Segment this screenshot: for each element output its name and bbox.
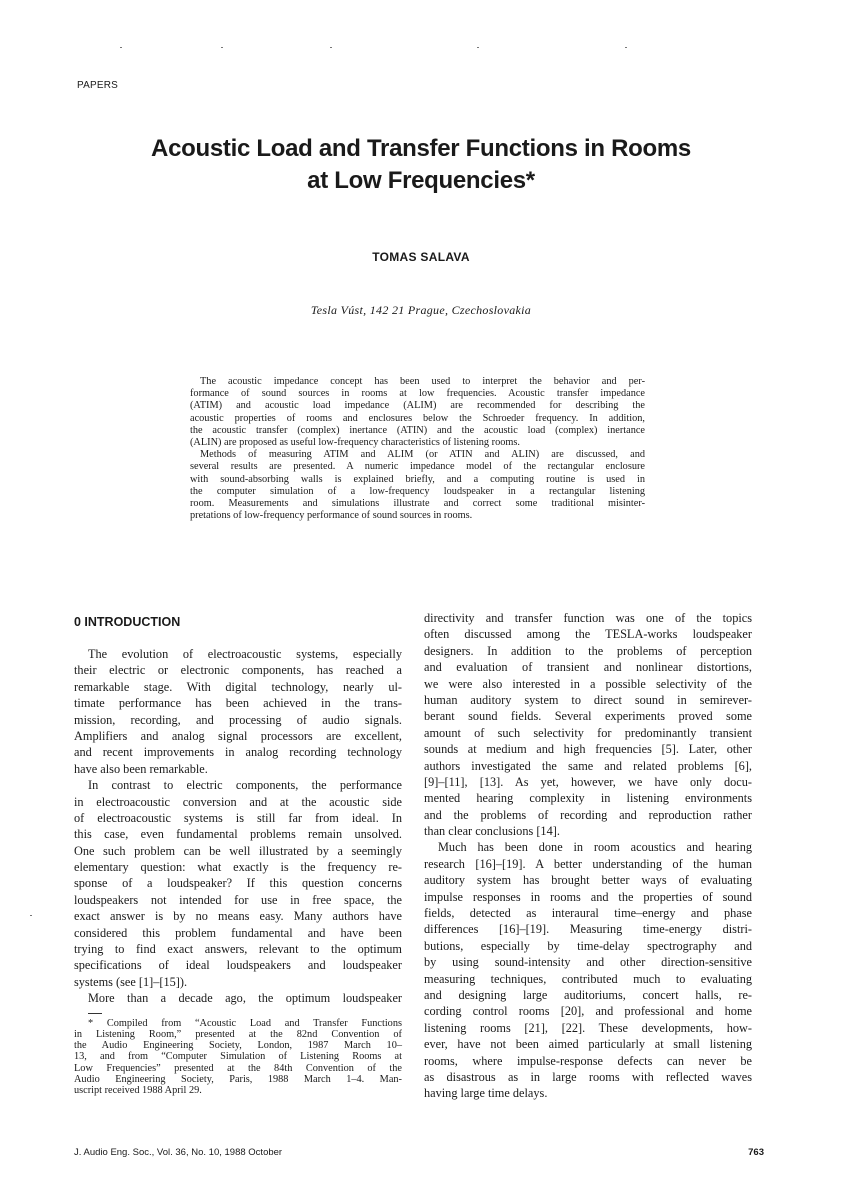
footnote-line: the Audio Engineering Society, London, 1987 March 10– xyxy=(74,1040,402,1052)
page-number: 763 xyxy=(748,1147,764,1158)
body-line: having large time delays. xyxy=(424,1086,548,1101)
scan-speck xyxy=(330,47,332,48)
footnote-rule xyxy=(88,1013,102,1014)
body-line: and recent improvements in analog recording technology xyxy=(74,745,402,760)
abstract xyxy=(190,376,645,522)
scan-speck xyxy=(625,47,627,48)
left-column xyxy=(74,612,402,1097)
body-line: this case, even fundamental problems remain unsolved. xyxy=(74,827,402,842)
body-line: designers. In addition to the problems of perception xyxy=(424,643,752,658)
title-line: at Low Frequencies* xyxy=(307,167,535,194)
body-line: mented hearing complexity in listening environments xyxy=(424,791,752,806)
scan-speck xyxy=(120,47,122,48)
body-line: listening rooms [21], [22]. These developments, how- xyxy=(424,1020,752,1035)
body-line: their electric or electronic components, has reached a xyxy=(74,663,402,678)
scan-speck xyxy=(30,915,32,916)
body-line: we were also interested in a possible selectivity of the xyxy=(424,676,752,691)
body-line: The evolution of electroacoustic systems, especially xyxy=(88,647,402,661)
body-line: of electroacoustic systems is still far from ideal. In xyxy=(74,810,402,825)
footnote-line: * Compiled from “Acoustic Load and Transfer Functions xyxy=(88,1017,402,1029)
body-line: loudspeakers not intended for use in free space, the xyxy=(74,892,402,907)
body-line: and evaluation of transient and nonlinear distortions, xyxy=(424,660,752,675)
body-line: In contrast to electric components, the performance xyxy=(88,778,402,793)
body-line: have also been remarkable. xyxy=(74,761,208,776)
abstract-line: several results are presented. A numeric impedance model of the rectangular enclosure xyxy=(190,461,645,473)
body-line: More than a decade ago, the optimum loudspeaker xyxy=(88,991,402,1006)
body-line: amount of such selectivity for predominantly transient xyxy=(424,725,752,740)
abstract-line: the acoustic transfer (complex) inertance (ATIN) and the acoustic load (complex) inertance xyxy=(190,424,645,436)
abstract-line: The acoustic impedance concept has been used to interpret the behavior and per- xyxy=(200,376,645,387)
abstract-line: formance of sound sources in rooms at low frequencies. Acoustic transfer impedance xyxy=(190,388,645,400)
body-line: butions, especially by time-delay spectrography and xyxy=(424,938,752,953)
author-affiliation: Tesla Vúst, 142 21 Prague, Czechoslovakia xyxy=(310,303,532,317)
abstract-line: with sound-absorbing walls is explained briefly, and a computing routine is used in xyxy=(190,473,645,485)
body-line: [9]–[11], [13]. As yet, however, we have only docu- xyxy=(424,774,752,789)
scan-speck xyxy=(477,47,479,48)
body-line: and the problems of recording and reproduction rather xyxy=(424,807,752,822)
footnote-line: Low Frequencies” presented at the 84th Convention of the xyxy=(74,1062,402,1074)
body-line: in electroacoustic conversion and at the acoustic side xyxy=(74,794,402,809)
abstract-line: the computer simulation of a low-frequency loudspeaker in a rectangular listening xyxy=(190,485,645,497)
scan-speck xyxy=(221,47,223,48)
body-line: than clear conclusions [14]. xyxy=(424,824,560,839)
author-name: TOMAS SALAVA xyxy=(372,250,470,264)
footnote-line: uscript received 1988 April 29. xyxy=(74,1085,202,1097)
body-line: considered this problem fundamental and have been xyxy=(74,925,402,940)
body-line: elementary question: what exactly is the frequency re- xyxy=(74,860,402,875)
body-line: trying to find exact answers, relevant to the optimum xyxy=(74,942,402,957)
body-line: by using sound-intensity and other direction-sensitive xyxy=(424,955,752,970)
abstract-line: room. Measurements and simulations illustrate and correct some traditional misinter- xyxy=(190,497,645,509)
body-line: directivity and transfer function was one of the topics xyxy=(424,611,752,625)
abstract-line: (ATIM) and acoustic load impedance (ALIM) are recommended for describing the xyxy=(190,400,645,412)
journal-citation: J. Audio Eng. Soc., Vol. 36, No. 10, 1988 October xyxy=(74,1147,283,1158)
right-column xyxy=(424,610,752,1102)
body-line: and designing large auditoriums, concert halls, re- xyxy=(424,987,752,1002)
abstract-line: (ALIN) are proposed as useful low-frequency characteristics of listening rooms. xyxy=(190,436,520,448)
body-line: Amplifiers and analog signal processors are excellent, xyxy=(74,728,402,743)
footnote xyxy=(74,1018,402,1097)
abstract-line: Methods of measuring ATIM and ALIM (or ATIN and ALIN) are discussed, and xyxy=(200,449,645,461)
body-line: measuring techniques, contributed much to evaluating xyxy=(424,971,752,986)
abstract-line: acoustic properties of rooms and enclosures below the Schroeder frequency. In addition, xyxy=(190,412,645,424)
body-line: auditory system has brought better ways of evaluating xyxy=(424,873,752,888)
body-line: systems (see [1]–[15]). xyxy=(74,974,188,989)
body-line: research [16]–[19]. A better understanding of the human xyxy=(424,856,752,871)
body-line: specifications of ideal loudspeakers and loudspeaker xyxy=(74,958,402,973)
footnote-line: 13, and from “Computer Simulation of Listening Rooms at xyxy=(74,1051,402,1063)
body-line: remarkable stage. With digital technology, nearly ul- xyxy=(74,679,402,694)
body-line: human auditory system to direct sound in semirever- xyxy=(424,692,752,707)
body-line: Much has been done in room acoustics and hearing xyxy=(438,840,752,855)
title-line: Acoustic Load and Transfer Functions in Rooms xyxy=(151,135,691,162)
section-label: PAPERS xyxy=(77,80,119,91)
body-line: often discussed among the TESLA-works loudspeaker xyxy=(424,627,752,642)
body-line: exact answer is by no means easy. Many authors have xyxy=(74,909,402,924)
body-line: One such problem can be well illustrated by a seemingly xyxy=(74,843,402,858)
body-line: rooms, where impulse-response defects can never be xyxy=(424,1053,752,1068)
body-line: berant sound fields. Several experiments proved some xyxy=(424,709,752,724)
body-line: sponse of a loudspeaker? If this question concerns xyxy=(74,876,402,891)
footnote-line: Audio Engineering Society, Paris, 1988 March 1–4. Man- xyxy=(74,1074,402,1086)
body-line: as disastrous as in large rooms with reflected waves xyxy=(424,1069,752,1084)
body-line: mission, recording, and processing of audio signals. xyxy=(74,712,402,727)
body-line: cording control rooms [20], and professional and home xyxy=(424,1004,752,1019)
body-line: impulse responses in rooms and the properties of sound xyxy=(424,889,752,904)
footnote-line: in Listening Room,” presented at the 82nd Convention of xyxy=(74,1028,402,1040)
body-line: timate performance has been achieved in the trans- xyxy=(74,696,402,711)
abstract-line: pretations of low-frequency performance of sound sources in rooms. xyxy=(190,510,473,522)
body-line: sounds at medium and high frequencies [5]. Later, other xyxy=(424,742,752,757)
body-line: authors investigated the same and related problems [6], xyxy=(424,758,752,773)
body-line: fields, detected as interaural time–energy and phase xyxy=(424,906,752,921)
section-heading: 0 INTRODUCTION xyxy=(74,615,181,629)
body-line: ever, have not been aimed particularly at small listening xyxy=(424,1037,752,1052)
paper-title xyxy=(60,133,782,197)
body-line: differences [16]–[19]. Measuring time-energy distri- xyxy=(424,922,752,937)
